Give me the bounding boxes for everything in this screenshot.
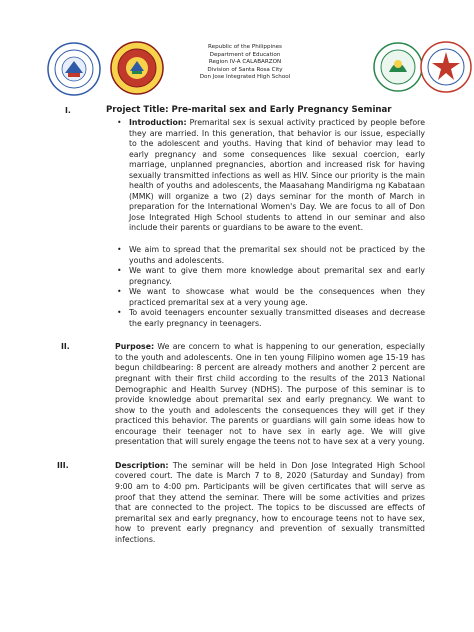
aim-text: We want to showcase what would be the consequences when they practiced premarital sex at a very young age. [129, 287, 425, 307]
aim-text: We aim to spread that the premarital sex should not be practiced by the youths and adolescents. [129, 245, 425, 265]
aims-list [115, 245, 425, 329]
introduction-list [115, 118, 425, 234]
list-item: • To avoid teenagers encounter sexually transmitted diseases and decrease the early pregnancy in teenagers. [117, 308, 425, 328]
deped-seal-icon [47, 42, 101, 96]
section-number: I. [65, 106, 71, 115]
section-number: III. [57, 460, 69, 470]
letterhead-line: Division of Santa Rosa City [207, 66, 283, 73]
document-body [57, 105, 425, 545]
section-description [57, 460, 425, 545]
section-number: II. [61, 342, 70, 352]
description-paragraph [115, 461, 425, 545]
introduction-label: Introduction: [129, 118, 187, 127]
letterhead-line: Don Jose Integrated High School [199, 74, 291, 81]
description-label: Description: [115, 460, 169, 470]
province-seal-icon [420, 41, 472, 93]
school-seal-icon [110, 41, 164, 95]
purpose-text: We are concern to what is happening to our generation, especially to the youth and adolescents. One in ten young Filipino women age 15-19 has begun childbearing: 8 percent are already mothers and another 2 percent are pregnant with their first child according to the results of the 2013 National Demographic and Health Survey (NDHS). The purpose of this seminar is to provide knowledge about premarital sex and early pregnancy. We want to show to the youth and adolescents the consequences they will get if they practiced this behavior. The parents or guardians will gain some ideas how to encourage their teenager not to have sex in early age. We will give presentation that will surely engage the teens not to have sex at a very young. [115, 342, 425, 447]
list-item: • Introduction: Premarital sex is sexual activity practiced by people before they are married. In this generation, that behavior is our issue, especially to the adolescent and youths. Having that kind of behavior may lead to early pregnancy and some consequences like sexual coercion, early marriage, unplanned pregnancies, abortion and increased risk for having sexually transmitted infections as well as HIV. Since our priority is the main health of youths and adolescents, the Maasahang Mandirigma ng Kabataan (MMK) will organize a two (2) days seminar for the month of March in preparation for the International Women's Day. We are focus to all of Don Jose Integrated High School students to attend in our seminar and also include their parents or guardians to be aware to the event. [117, 118, 425, 233]
letterhead-line: Region IV-A CALABARZON [208, 59, 282, 66]
list-item: • We want to showcase what would be the consequences when they practiced premarital sex at a very young age. [117, 287, 425, 307]
section-title: Project Title: Pre-marital sex and Early Pregnancy Seminar [106, 105, 392, 115]
list-item: • We want to give them more knowledge about premarital sex and early pregnancy. [117, 266, 425, 286]
introduction-text: Premarital sex is sexual activity practiced by people before they are married. In this generation, that behavior is our issue, especially to the adolescent and youths. Having that kind of behavior may lead to early pregnancy and some consequences like sexual coercion, early marriage, unplanned pregnancies, abortion and increased risk for having sexually transmitted infections as well as HIV. Since our priority is the main health of youths and adolescents, the Maasahang Mandirigma ng Kabataan (MMK) will organize a two (2) days seminar for the month of March in preparation for the International Women's Day. We are focus to all of Don Jose Integrated High School students to attend in our seminar and also include their parents or guardians to be aware to the event. [129, 118, 425, 233]
aim-text: To avoid teenagers encounter sexually transmitted diseases and decrease the early pregnancy in teenagers. [129, 308, 425, 328]
aim-text: We want to give them more knowledge about premarital sex and early pregnancy. [129, 266, 425, 286]
purpose-paragraph [115, 342, 425, 447]
letterhead [0, 40, 474, 100]
section-project-title [65, 106, 425, 116]
list-item: • We aim to spread that the premarital sex should not be practiced by the youths and adolescents. [117, 245, 425, 265]
division-seal-icon [373, 42, 423, 92]
letterhead-text [160, 44, 330, 82]
letterhead-line: Republic of the Philippines [208, 44, 282, 50]
letterhead-line: Department of Education [209, 51, 281, 58]
description-text: The seminar will be held in Don Jose Integrated High School covered court. The date is March 7 to 8, 2020 (Saturday and Sunday) from 9:00 am to 4:00 pm. Participants will be given certificates that will serve as proof that they attend the seminar. There will be some activities and prizes that are connected to the project. The topics to be discussed are effects of premarital sex and early pregnancy, how to encourage teens not to have sex, how to prevent early pregnancy and prevention of sexually transmitted infections. [115, 460, 425, 544]
purpose-label: Purpose: [115, 342, 155, 352]
section-purpose [61, 342, 425, 447]
